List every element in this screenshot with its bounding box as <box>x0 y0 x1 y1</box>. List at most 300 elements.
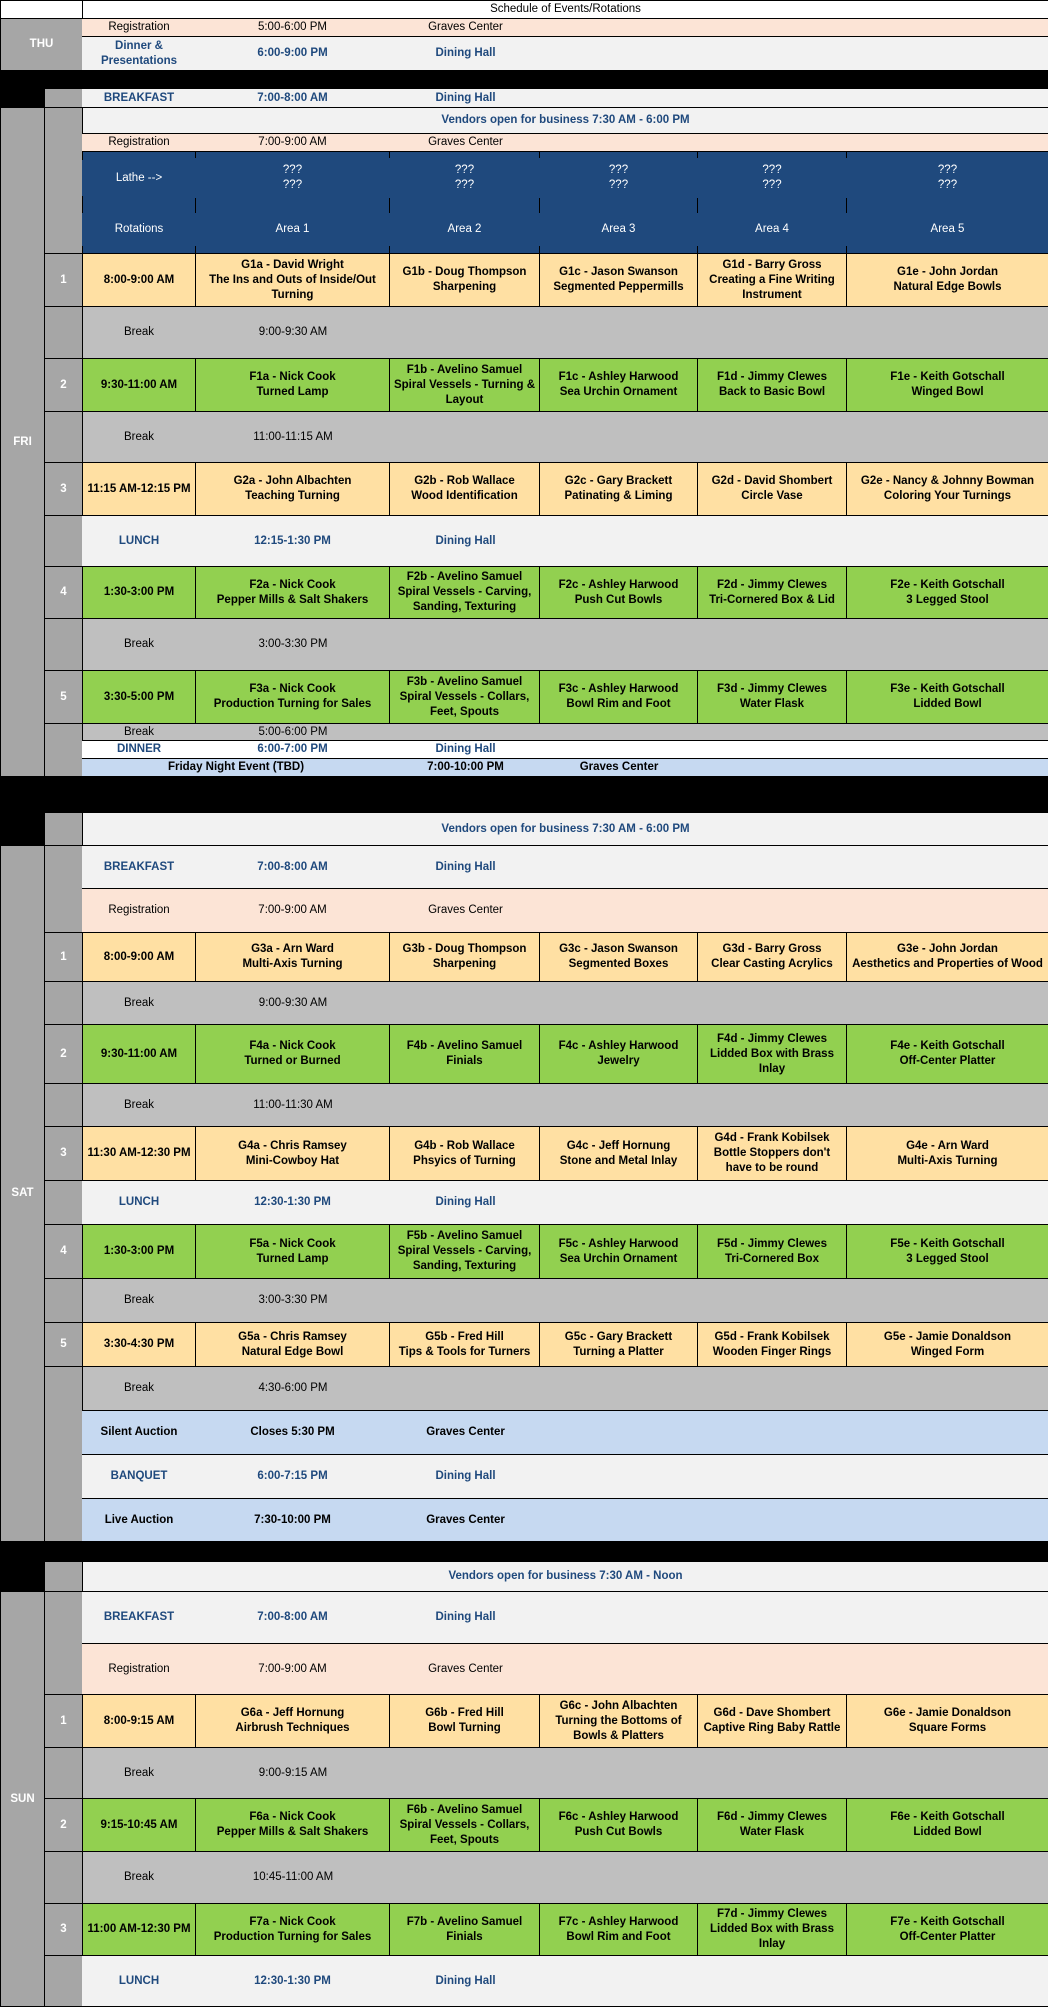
session-presenter: F7e - Keith Gotschall <box>890 1915 1005 1928</box>
session-presenter: F4a - Nick Cook <box>249 1040 336 1052</box>
session-presenter: F5e - Keith Gotschall <box>890 1237 1005 1250</box>
header-area-1: Area 1 <box>195 213 390 246</box>
fri-rot5-area-1 <box>195 670 390 724</box>
sat-break2-label: Break <box>82 1083 196 1127</box>
sun-lunch-place: Dining Hall <box>400 1956 531 2006</box>
fri-rot1-area-1 <box>195 253 390 307</box>
fri-rot4-area-1 <box>195 566 390 619</box>
sun-registration-place: Graves Center <box>400 1644 531 1694</box>
session-presenter: G3b - Doug Thompson <box>402 943 527 955</box>
sat-silent-auction-place: Graves Center <box>400 1411 531 1454</box>
fri-rot2-area-1 <box>195 358 390 412</box>
session-presenter: G6e - Jamie Donaldson <box>883 1707 1012 1719</box>
fri-rot4-time: 1:30-3:00 PM <box>82 566 196 619</box>
sat-rot3-number: 3 <box>44 1126 83 1181</box>
fri-break2-label: Break <box>82 411 196 463</box>
sun-registration-label: Registration <box>82 1644 196 1694</box>
fri-rot3-area-4 <box>697 462 847 516</box>
session-presenter: G6a - Jeff Hornung <box>240 1707 345 1719</box>
header-lathe-3 <box>539 158 698 198</box>
session-topic: Wooden Finger Rings <box>712 1345 832 1358</box>
session-topic: 3 Legged Stool <box>906 593 989 606</box>
fri-lunch-place: Dining Hall <box>400 516 531 566</box>
session-topic: Off-Center Platter <box>899 1055 996 1067</box>
session-topic: Water Flask <box>739 1826 805 1838</box>
sat-live-auction-label: Live Auction <box>82 1499 196 1541</box>
fri-rot2-number: 2 <box>44 358 83 412</box>
sun-vendors-banner: Vendors open for business 7:30 AM - Noon <box>82 1561 1048 1592</box>
lathe-unknown-1: ??? <box>282 164 303 176</box>
sun-rot2-area-3 <box>539 1798 698 1852</box>
sat-rot5-area-1 <box>195 1322 390 1367</box>
thu-registration-label: Registration <box>82 19 196 36</box>
fri-rot3-area-2 <box>389 462 540 516</box>
session-presenter: F1e - Keith Gotschall <box>890 371 1005 383</box>
sat-rot2-area-5 <box>846 1024 1048 1084</box>
sat-rot3-area-3 <box>539 1126 698 1181</box>
sat-banquet-row <box>82 1454 1048 1499</box>
session-topic: Water Flask <box>739 698 805 710</box>
session-presenter: F4c - Ashley Harwood <box>558 1040 679 1052</box>
sun-rot3-area-4 <box>697 1903 847 1956</box>
fri-rot1-number: 1 <box>44 253 83 307</box>
session-presenter: F2b - Avelino Samuel <box>406 571 523 583</box>
thu-dinner-time: 6:00-9:00 PM <box>232 37 353 70</box>
session-topic: Sea Urchin Ornament <box>559 1252 678 1265</box>
sat-rot3-area-5 <box>846 1126 1048 1181</box>
session-presenter: F3e - Keith Gotschall <box>890 683 1005 695</box>
fri-break1-label: Break <box>82 306 196 359</box>
sat-registration-place: Graves Center <box>400 889 531 932</box>
thu-registration-place: Graves Center <box>400 19 531 36</box>
sat-live-auction-place: Graves Center <box>400 1499 531 1541</box>
session-topic: Bowl Turning <box>428 1722 501 1734</box>
fri-rot4-area-2 <box>389 566 540 619</box>
session-presenter: F7c - Ashley Harwood <box>558 1915 679 1928</box>
session-topic: Bowl Rim and Foot <box>566 1930 671 1943</box>
session-topic: Spiral Vessels - Carving, Sanding, Texturing <box>397 1245 532 1272</box>
session-presenter: G6b - Fred Hill <box>425 1707 504 1719</box>
session-topic: Clear Casting Acrylics <box>711 958 833 970</box>
sat-rot5-area-3 <box>539 1322 698 1367</box>
title-blank <box>0 0 83 19</box>
session-topic: Circle Vase <box>741 490 803 502</box>
session-topic: Lidded Bowl <box>913 698 982 710</box>
fri-rot2-area-3 <box>539 358 698 412</box>
sat-break3-label: Break <box>82 1278 196 1323</box>
session-topic: The Ins and Outs of Inside/Out Turning <box>209 273 376 301</box>
session-topic: Creating a Fine Writing Instrument <box>709 273 835 301</box>
sat-break1-label: Break <box>82 981 196 1025</box>
sat-live-auction-time: 7:30-10:00 PM <box>232 1499 353 1541</box>
sat-rot3-time: 11:30 AM-12:30 PM <box>82 1126 196 1181</box>
session-topic: Finials <box>446 1055 483 1067</box>
session-topic: Back to Basic Bowl <box>718 386 826 398</box>
sun-rot2-number: 2 <box>44 1798 83 1852</box>
session-presenter: F4e - Keith Gotschall <box>890 1040 1005 1052</box>
fri-rot1-area-5 <box>846 253 1048 307</box>
session-topic: Segmented Peppermills <box>553 281 684 293</box>
fri-break4-label: Break <box>82 723 196 741</box>
fri-breakfast-label: BREAKFAST <box>82 89 196 107</box>
session-presenter: G6c - John Albachten <box>559 1699 678 1712</box>
session-topic: Off-Center Platter <box>899 1930 996 1943</box>
lathe-unknown-2: ??? <box>608 179 629 191</box>
sat-rot3-area-4 <box>697 1126 847 1181</box>
sun-gutter <box>44 1561 83 1592</box>
schedule-title: Schedule of Events/Rotations <box>82 0 1048 19</box>
fri-rot3-number: 3 <box>44 462 83 516</box>
sat-rot2-area-4 <box>697 1024 847 1084</box>
fri-rot1-area-3 <box>539 253 698 307</box>
fri-break4-time: 5:00-6:00 PM <box>195 724 391 740</box>
header-lathe-5 <box>846 158 1048 198</box>
sun-rot3-area-5 <box>846 1903 1048 1956</box>
sat-registration-row <box>82 888 1048 933</box>
sat-rot1-area-5 <box>846 932 1048 982</box>
session-presenter: F2e - Keith Gotschall <box>890 578 1005 591</box>
fri-rot1-area-2 <box>389 253 540 307</box>
sun-rot3-time: 11:00 AM-12:30 PM <box>82 1903 196 1956</box>
session-presenter: G1e - John Jordan <box>897 266 998 278</box>
sun-breakfast-place: Dining Hall <box>400 1592 531 1643</box>
session-presenter: F7a - Nick Cook <box>249 1915 336 1928</box>
session-presenter: G2c - Gary Brackett <box>564 475 673 487</box>
session-presenter: G4e - Arn Ward <box>906 1139 989 1152</box>
session-topic: Spiral Vessels - Collars, Feet, Spouts <box>399 690 530 718</box>
sun-rot1-area-1 <box>195 1694 390 1748</box>
session-topic: Patinating & Liming <box>564 490 673 502</box>
sun-breakfast-label: BREAKFAST <box>82 1592 196 1643</box>
sun-rot2-area-5 <box>846 1798 1048 1852</box>
session-topic: Turning a Platter <box>573 1345 664 1358</box>
day-fri: FRI <box>0 107 45 777</box>
fri-event-place: Graves Center <box>540 759 698 776</box>
sat-lunch-time: 12:30-1:30 PM <box>232 1181 353 1224</box>
session-presenter: F2c - Ashley Harwood <box>558 578 679 591</box>
session-presenter: F7d - Jimmy Clewes <box>717 1908 827 1920</box>
session-presenter: G1d - Barry Gross <box>722 258 822 271</box>
lathe-unknown-1: ??? <box>762 164 782 176</box>
session-presenter: F1d - Jimmy Clewes <box>717 371 827 383</box>
sat-rot4-number: 4 <box>44 1224 83 1279</box>
session-topic: Spiral Vessels - Carving, Sanding, Texturing <box>397 586 532 613</box>
fri-registration-label: Registration <box>82 134 196 151</box>
sat-lunch-label: LUNCH <box>82 1181 196 1224</box>
sat-silent-auction-label: Silent Auction <box>82 1411 196 1454</box>
session-topic: Tri-Cornered Box <box>725 1252 819 1265</box>
sat-registration-time: 7:00-9:00 AM <box>232 889 353 932</box>
sat-breakfast-label: BREAKFAST <box>82 846 196 888</box>
session-topic: Winged Bowl <box>911 386 984 398</box>
sun-lunch-time: 12:30-1:30 PM <box>232 1956 353 2006</box>
session-topic: Production Turning for Sales <box>213 1930 372 1943</box>
sat-rot5-area-2 <box>389 1322 540 1367</box>
fri-rot5-time: 3:30-5:00 PM <box>82 670 196 724</box>
sun-rot2-time: 9:15-10:45 AM <box>82 1798 196 1852</box>
session-presenter: F2a - Nick Cook <box>249 578 336 591</box>
session-topic: Coloring Your Turnings <box>883 490 1012 502</box>
sat-rot5-time: 3:30-4:30 PM <box>82 1322 196 1367</box>
session-presenter: G4b - Rob Wallace <box>414 1139 515 1152</box>
fri-event-label: Friday Night Event (TBD) <box>82 759 390 776</box>
fri-break2-time: 11:00-11:15 AM <box>195 412 391 462</box>
sat-banquet-place: Dining Hall <box>400 1455 531 1498</box>
session-presenter: G2b - Rob Wallace <box>414 475 515 487</box>
sun-rot2-area-1 <box>195 1798 390 1852</box>
sat-rot2-time: 9:30-11:00 AM <box>82 1024 196 1084</box>
lathe-unknown-1: ??? <box>454 164 475 176</box>
session-topic: Spiral Vessels - Turning & Layout <box>393 378 536 406</box>
header-rotations: Rotations <box>82 213 196 246</box>
session-topic: Sea Urchin Ornament <box>559 386 678 398</box>
session-presenter: G2d - David Shombert <box>711 475 833 487</box>
fri-corner <box>0 88 45 108</box>
sat-rot4-area-4 <box>697 1224 847 1279</box>
session-topic: Captive Ring Baby Rattle <box>703 1722 841 1734</box>
sun-rot3-area-1 <box>195 1903 390 1956</box>
separator <box>0 70 1048 89</box>
fri-registration-row <box>82 133 1048 152</box>
session-presenter: F6e - Keith Gotschall <box>890 1811 1005 1823</box>
session-presenter: G3c - Jason Swanson <box>559 943 678 955</box>
sat-rot2-area-3 <box>539 1024 698 1084</box>
sat-rot5-area-4 <box>697 1322 847 1367</box>
sun-rot1-area-3 <box>539 1694 698 1748</box>
fri-gutter <box>44 88 83 108</box>
sat-rot4-area-2 <box>389 1224 540 1279</box>
fri-dinner-time: 6:00-7:00 PM <box>232 741 353 758</box>
sat-lunch-row <box>82 1180 1048 1225</box>
lathe-unknown-2: ??? <box>937 179 958 191</box>
sun-break2-time: 10:45-11:00 AM <box>195 1852 391 1903</box>
fri-rot5-number: 5 <box>44 670 83 724</box>
thu-dinner-label: Dinner & Presentations <box>82 37 196 70</box>
session-presenter: F6a - Nick Cook <box>249 1811 336 1823</box>
session-presenter: G2e - Nancy & Johnny Bowman <box>860 475 1035 487</box>
thu-dinner-row <box>82 36 1048 71</box>
session-presenter: G4a - Chris Ramsey <box>238 1139 347 1152</box>
sat-break3-time: 3:00-3:30 PM <box>195 1279 391 1322</box>
thu-dinner-place: Dining Hall <box>400 37 531 70</box>
thu-registration-row <box>82 18 1048 37</box>
fri-breakfast-time: 7:00-8:00 AM <box>232 89 353 107</box>
sat-silent-auction-time: Closes 5:30 PM <box>232 1411 353 1454</box>
fri-rot5-area-4 <box>697 670 847 724</box>
sun-breakfast-time: 7:00-8:00 AM <box>232 1592 353 1643</box>
session-topic: 3 Legged Stool <box>906 1252 989 1265</box>
sat-rot4-area-5 <box>846 1224 1048 1279</box>
fri-rot5-area-3 <box>539 670 698 724</box>
sat-rot2-number: 2 <box>44 1024 83 1084</box>
session-presenter: G3d - Barry Gross <box>722 943 822 955</box>
sun-registration-time: 7:00-9:00 AM <box>232 1644 353 1694</box>
session-topic: Tri-Cornered Box & Lid <box>709 593 835 606</box>
sat-breakfast-place: Dining Hall <box>400 846 531 888</box>
session-presenter: F4b - Avelino Samuel <box>406 1040 523 1052</box>
sun-rot2-area-4 <box>697 1798 847 1852</box>
session-presenter: G3e - John Jordan <box>897 943 998 955</box>
session-presenter: G4d - Frank Kobilsek <box>714 1132 830 1144</box>
session-presenter: F3b - Avelino Samuel <box>406 675 523 688</box>
session-presenter: G2a - John Albachten <box>233 475 352 487</box>
session-presenter: G5d - Frank Kobilsek <box>714 1330 830 1343</box>
session-presenter: F4d - Jimmy Clewes <box>717 1032 827 1045</box>
header-lathe: Lathe --> <box>82 160 196 196</box>
session-topic: Turning the Bottoms of Bowls & Platters <box>555 1714 682 1742</box>
day-sun: SUN <box>0 1591 45 2007</box>
fri-rot3-area-5 <box>846 462 1048 516</box>
session-presenter: G6d - Dave Shombert <box>713 1707 831 1719</box>
sun-break1-label: Break <box>82 1747 196 1799</box>
header-lathe-2 <box>389 158 540 198</box>
sat-vendors-banner: Vendors open for business 7:30 AM - 6:00 PM <box>82 812 1048 846</box>
sun-rot3-area-2 <box>389 1903 540 1956</box>
header-lathe-4 <box>697 158 847 198</box>
fri-dinner-label: DINNER <box>82 741 196 758</box>
sun-rot1-number: 1 <box>44 1694 83 1748</box>
fri-break1-time: 9:00-9:30 AM <box>195 307 391 358</box>
session-topic: Push Cut Bowls <box>574 593 663 606</box>
session-presenter: G5b - Fred Hill <box>425 1330 504 1343</box>
session-presenter: F1b - Avelino Samuel <box>406 363 523 376</box>
session-presenter: G1c - Jason Swanson <box>559 266 678 278</box>
session-topic: Square Forms <box>908 1722 987 1734</box>
session-topic: Tips & Tools for Turners <box>398 1345 531 1358</box>
sun-rot1-area-4 <box>697 1694 847 1748</box>
session-presenter: G1b - Doug Thompson <box>402 266 527 278</box>
fri-lunch-time: 12:15-1:30 PM <box>232 516 353 566</box>
fri-rot4-area-5 <box>846 566 1048 619</box>
session-topic: Pepper Mills & Salt Shakers <box>216 1826 369 1838</box>
session-topic: Segmented Boxes <box>568 958 669 970</box>
session-topic: Winged Form <box>910 1345 985 1358</box>
session-presenter: F6d - Jimmy Clewes <box>717 1811 827 1823</box>
sun-lunch-label: LUNCH <box>82 1956 196 2006</box>
fri-breakfast-row <box>82 88 1048 108</box>
session-topic: Multi-Axis Turning <box>897 1154 998 1167</box>
session-presenter: F5b - Avelino Samuel <box>406 1230 523 1242</box>
sun-rot1-area-2 <box>389 1694 540 1748</box>
session-topic: Jewelry <box>597 1055 640 1067</box>
session-topic: Spiral Vessels - Collars, Feet, Spouts <box>399 1818 530 1846</box>
fri-lunch-row <box>82 515 1048 567</box>
sat-break1-time: 9:00-9:30 AM <box>195 982 391 1024</box>
session-topic: Aesthetics and Properties of Wood <box>852 958 1043 970</box>
sat-silent-auction-row <box>82 1410 1048 1455</box>
sun-corner <box>0 1561 45 1592</box>
sat-break2-time: 11:00-11:30 AM <box>195 1084 391 1126</box>
sat-rot4-area-1 <box>195 1224 390 1279</box>
sat-registration-label: Registration <box>82 889 196 932</box>
session-presenter: F6b - Avelino Samuel <box>406 1803 523 1816</box>
session-topic: Wood Identification <box>411 490 518 502</box>
session-topic: Turned Lamp <box>256 386 329 398</box>
session-topic: Teaching Turning <box>245 490 340 502</box>
session-topic: Phsyics of Turning <box>413 1154 516 1167</box>
session-presenter: F7b - Avelino Samuel <box>406 1915 523 1928</box>
session-topic: Production Turning for Sales <box>213 698 372 710</box>
fri-rot2-area-5 <box>846 358 1048 412</box>
sun-registration-row <box>82 1643 1048 1695</box>
sat-corner <box>0 812 45 846</box>
fri-breakfast-place: Dining Hall <box>400 89 531 107</box>
session-topic: Turned or Burned <box>244 1055 341 1067</box>
fri-rot5-area-5 <box>846 670 1048 724</box>
session-presenter: F3a - Nick Cook <box>249 683 336 695</box>
sat-rot2-area-1 <box>195 1024 390 1084</box>
session-topic: Pepper Mills & Salt Shakers <box>216 593 369 606</box>
day-thu: THU <box>0 18 83 71</box>
fri-vendors-banner: Vendors open for business 7:30 AM - 6:00 PM <box>82 107 1048 134</box>
sun-rot3-area-3 <box>539 1903 698 1956</box>
fri-rot4-number: 4 <box>44 566 83 619</box>
lathe-unknown-2: ??? <box>762 179 782 191</box>
header-area-3: Area 3 <box>539 213 698 246</box>
sat-live-auction-row <box>82 1498 1048 1542</box>
session-topic: Lidded Box with Brass Inlay <box>710 1047 834 1075</box>
session-presenter: F6c - Ashley Harwood <box>558 1811 679 1823</box>
sat-lunch-place: Dining Hall <box>400 1181 531 1224</box>
session-presenter: G3a - Arn Ward <box>251 943 334 955</box>
fri-rot1-time: 8:00-9:00 AM <box>82 253 196 307</box>
sat-rot3-area-1 <box>195 1126 390 1181</box>
sat-rot1-area-2 <box>389 932 540 982</box>
sat-rot4-area-3 <box>539 1224 698 1279</box>
session-topic: Finials <box>446 1930 483 1943</box>
session-topic: Bowl Rim and Foot <box>566 698 671 710</box>
lathe-unknown-2: ??? <box>282 179 303 191</box>
fri-rot2-time: 9:30-11:00 AM <box>82 358 196 412</box>
sat-breakfast-time: 7:00-8:00 AM <box>232 846 353 888</box>
sat-rot1-time: 8:00-9:00 AM <box>82 932 196 982</box>
sat-banquet-label: BANQUET <box>82 1455 196 1498</box>
session-topic: Lidded Bowl <box>913 1826 982 1838</box>
session-topic: Push Cut Bowls <box>574 1826 663 1838</box>
session-topic: Mini-Cowboy Hat <box>245 1154 340 1167</box>
fri-rot2-area-4 <box>697 358 847 412</box>
lathe-unknown-2: ??? <box>454 179 475 191</box>
fri-registration-place: Graves Center <box>400 134 531 151</box>
sun-lunch-row <box>82 1955 1048 2007</box>
session-topic: Bottle Stoppers don't have to be round <box>713 1147 831 1174</box>
session-topic: Multi-Axis Turning <box>242 958 343 970</box>
sun-break2-label: Break <box>82 1851 196 1904</box>
sat-rot5-area-5 <box>846 1322 1048 1367</box>
lathe-unknown-1: ??? <box>608 164 629 176</box>
fri-break3-time: 3:00-3:30 PM <box>195 619 391 670</box>
fri-rot3-area-3 <box>539 462 698 516</box>
session-topic: Natural Edge Bowls <box>893 281 1002 293</box>
sat-banquet-time: 6:00-7:15 PM <box>232 1455 353 1498</box>
sat-break4-time: 4:30-6:00 PM <box>195 1367 391 1410</box>
fri-rot4-area-3 <box>539 566 698 619</box>
sat-rot1-number: 1 <box>44 932 83 982</box>
session-presenter: G5a - Chris Ramsey <box>238 1330 347 1343</box>
sat-rot1-area-3 <box>539 932 698 982</box>
fri-rot1-area-4 <box>697 253 847 307</box>
session-presenter: F1a - Nick Cook <box>249 371 336 383</box>
session-topic: Airbrush Techniques <box>235 1722 350 1734</box>
fri-rot2-area-2 <box>389 358 540 412</box>
fri-lunch-label: LUNCH <box>82 516 196 566</box>
sat-rot3-area-2 <box>389 1126 540 1181</box>
header-area-5: Area 5 <box>846 213 1048 246</box>
sun-breakfast-row <box>82 1591 1048 1644</box>
lathe-unknown-1: ??? <box>937 164 958 176</box>
session-presenter: F1c - Ashley Harwood <box>558 371 679 383</box>
sat-rot2-area-2 <box>389 1024 540 1084</box>
